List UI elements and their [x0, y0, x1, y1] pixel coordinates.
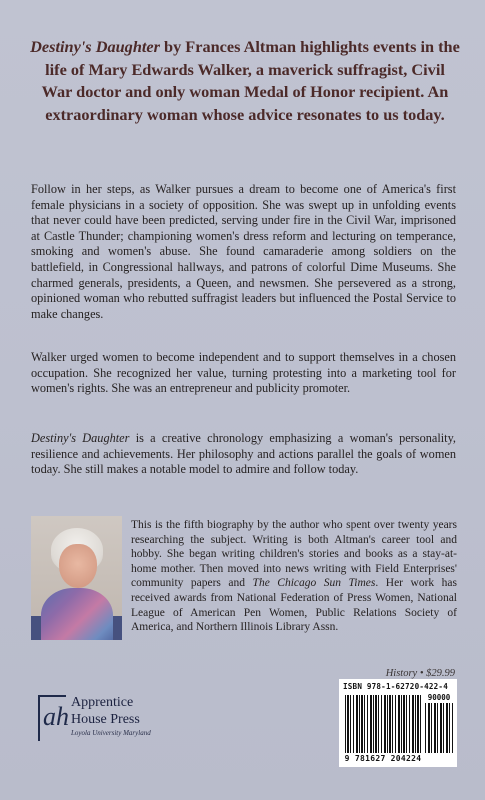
isbn-barcode [339, 679, 457, 767]
author-bio-paper: The Chicago Sun Times [252, 577, 376, 590]
author-photo [31, 516, 122, 640]
publisher-mark-icon [38, 695, 69, 741]
description-paragraph-2: Walker urged women to become independent and to support themselves in a chosen occupation. She recognized her value, turning protesting into a marketing tool for women's rights. She was an entrepreneur and publicity promoter. [31, 350, 456, 396]
description-paragraph-3 [31, 431, 456, 478]
publisher-logo [38, 695, 208, 743]
publisher-name-line-2: House Press [71, 712, 140, 727]
author-bio [131, 518, 457, 635]
barcode-addon-bars [425, 703, 453, 753]
intro-blurb [30, 36, 460, 126]
barcode-bars [345, 695, 421, 753]
publisher-name [71, 694, 140, 728]
p3-text: is a creative chronology emphasizing a woman's personality, resilience and achievements. Her philosophy and actions parallel the goals of women today. She still makes a notable model to admire and follow today. [31, 431, 456, 477]
intro-book-title: Destiny's Daughter [30, 37, 160, 56]
barcode-ean-number: 9 781627 204224 [344, 754, 422, 763]
author-bio-text-2: . Her work has received awards from National Federation of Press Women, National League of American Pen Women, Public Relations Society of America, and Northern Illinois Library Assn. [131, 577, 457, 634]
publisher-mark-glyph: ah [43, 702, 69, 731]
isbn-text: ISBN 978-1-62720-422-4 [343, 682, 448, 691]
author-bio-text-1: This is the fifth biography by the author who spent over twenty years researching the subject. Writing is both Altman's career tool and hobby. She began writing children's stories and books as a stay-at-home mother. Then moved into news writing with Field Enterprises' community papers and [131, 519, 457, 590]
barcode-addon-number: 90000 [427, 693, 451, 702]
publisher-name-line-1: Apprentice [71, 695, 134, 710]
description-paragraph-1: Follow in her steps, as Walker pursues a dream to become one of America's first female physicians in a society of opposition. She was swept up in unfolding events that never could have been predicted, serving under fire in the Civil War, imprisoned at Castle Thunder; championing women's dress reform and lecturing on temperance, smoking and women's abuse. She found camaraderie among soldiers on the battlefield, in Congressional hallways, and patrons of colorful Dime Museums. She charmed generals, presidents, a Queen, and newsmen. She persevered as a strong, opinioned woman who rebutted suffragist leaders but influenced the Postal Service to make changes. [31, 182, 456, 321]
p3-book-title: Destiny's Daughter [31, 431, 130, 445]
publisher-affiliation: Loyola University Maryland [71, 729, 151, 737]
intro-text: by Frances Altman highlights events in the life of Mary Edwards Walker, a maverick suffragist, Civil War doctor and only woman Medal of Honor recipient. An extraordinary woman whose advice resonates to us today. [41, 37, 460, 124]
category-price: History • $29.99 [385, 668, 455, 679]
